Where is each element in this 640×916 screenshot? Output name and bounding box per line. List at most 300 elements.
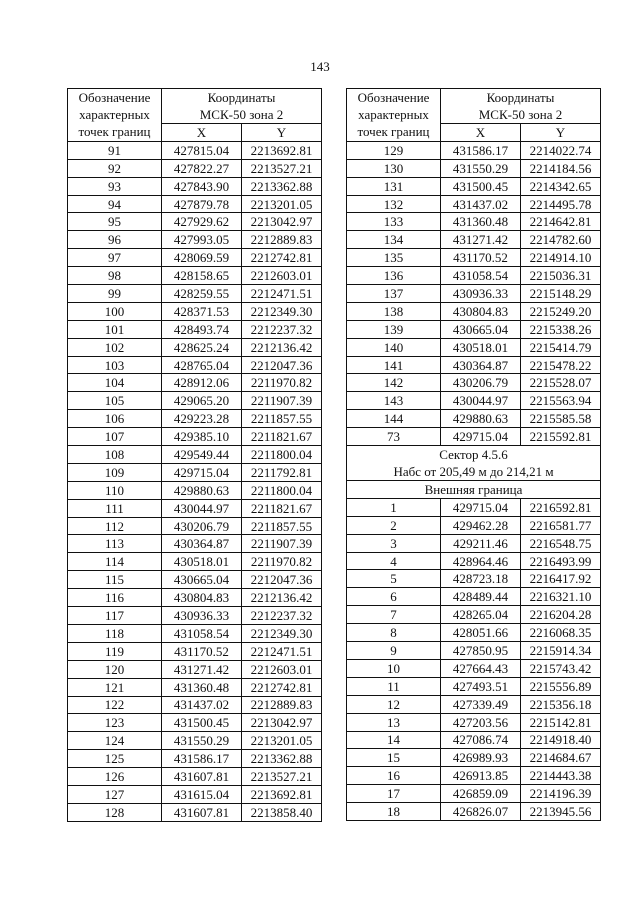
- point-number: 127: [68, 785, 162, 803]
- table-row: [68, 249, 322, 267]
- x-value: 430206.79: [441, 374, 521, 392]
- point-number: 116: [68, 589, 162, 607]
- x-value: 430044.97: [441, 392, 521, 410]
- table-row: [347, 374, 601, 392]
- table-row: [68, 374, 322, 392]
- x-value: 428964.46: [441, 552, 521, 570]
- point-number: 122: [68, 696, 162, 714]
- table-row: [68, 517, 322, 535]
- point-number: 13: [347, 713, 441, 731]
- x-value: 426826.07: [441, 803, 521, 821]
- x-value: 431058.54: [441, 267, 521, 285]
- y-value: 2214184.56: [521, 159, 601, 177]
- point-number: 97: [68, 249, 162, 267]
- x-value: 428069.59: [162, 249, 242, 267]
- y-value: 2212237.32: [242, 320, 322, 338]
- x-value: 429385.10: [162, 428, 242, 446]
- y-value: 2216321.10: [521, 588, 601, 606]
- point-number: 142: [347, 374, 441, 392]
- point-number: 12: [347, 695, 441, 713]
- x-header: X: [162, 124, 242, 142]
- y-value: 2214684.67: [521, 749, 601, 767]
- y-value: 2214443.38: [521, 767, 601, 785]
- sector-title-cell: [347, 446, 601, 481]
- x-header: X: [441, 124, 521, 142]
- y-value: 2216068.35: [521, 624, 601, 642]
- point-number: 3: [347, 534, 441, 552]
- y-value: 2215585.58: [521, 410, 601, 428]
- table-row: [68, 213, 322, 231]
- table-row: [347, 659, 601, 677]
- y-value: 2215914.34: [521, 642, 601, 660]
- y-value: 2214782.60: [521, 231, 601, 249]
- point-number: 102: [68, 338, 162, 356]
- y-header: Y: [242, 124, 322, 142]
- table-row: [68, 678, 322, 696]
- x-value: 430936.33: [162, 607, 242, 625]
- table-row: [68, 768, 322, 786]
- point-number: 123: [68, 714, 162, 732]
- x-value: 427879.78: [162, 195, 242, 213]
- table-row: [347, 249, 601, 267]
- x-value: 431271.42: [441, 231, 521, 249]
- x-value: 430518.01: [162, 553, 242, 571]
- point-number: 4: [347, 552, 441, 570]
- table-row: [68, 732, 322, 750]
- x-value: 428625.24: [162, 338, 242, 356]
- x-value: 428493.74: [162, 320, 242, 338]
- point-number: 110: [68, 481, 162, 499]
- x-value: 431586.17: [162, 750, 242, 768]
- table-row: [347, 516, 601, 534]
- point-number: 5: [347, 570, 441, 588]
- y-value: 2216417.92: [521, 570, 601, 588]
- y-value: 2212136.42: [242, 338, 322, 356]
- point-number: 131: [347, 177, 441, 195]
- table-row: [68, 463, 322, 481]
- point-number: 139: [347, 320, 441, 338]
- x-value: 430804.83: [162, 589, 242, 607]
- point-number: 133: [347, 213, 441, 231]
- point-number: 73: [347, 428, 441, 446]
- table-row: [68, 750, 322, 768]
- point-number: 10: [347, 659, 441, 677]
- y-value: 2216204.28: [521, 606, 601, 624]
- point-number: 105: [68, 392, 162, 410]
- point-number: 130: [347, 159, 441, 177]
- y-value: 2212889.83: [242, 231, 322, 249]
- y-value: 2213042.97: [242, 213, 322, 231]
- point-number: 101: [68, 320, 162, 338]
- y-value: 2212471.51: [242, 642, 322, 660]
- point-number: 138: [347, 302, 441, 320]
- x-value: 429880.63: [162, 481, 242, 499]
- x-value: 426989.93: [441, 749, 521, 767]
- x-value: 428765.04: [162, 356, 242, 374]
- x-value: 427203.56: [441, 713, 521, 731]
- point-number: 119: [68, 642, 162, 660]
- table-row: [347, 695, 601, 713]
- table-row: [68, 302, 322, 320]
- point-number: 98: [68, 267, 162, 285]
- table-row: [347, 642, 601, 660]
- y-value: 2213692.81: [242, 141, 322, 159]
- x-value: 428723.18: [441, 570, 521, 588]
- y-value: 2213201.05: [242, 195, 322, 213]
- x-value: 431615.04: [162, 785, 242, 803]
- point-number: 108: [68, 446, 162, 464]
- table-row: [68, 410, 322, 428]
- y-value: 2213858.40: [242, 803, 322, 821]
- table-row: [347, 285, 601, 303]
- y-value: 2212603.01: [242, 267, 322, 285]
- table-row: [347, 588, 601, 606]
- right-table-body-bottom: [347, 498, 601, 820]
- page-number: 143: [310, 59, 330, 74]
- x-value: 428259.55: [162, 285, 242, 303]
- point-number: 136: [347, 267, 441, 285]
- table-row: [347, 749, 601, 767]
- point-number: 140: [347, 338, 441, 356]
- point-number: 125: [68, 750, 162, 768]
- table-row: [347, 624, 601, 642]
- y-value: 2216592.81: [521, 498, 601, 516]
- point-number: 2: [347, 516, 441, 534]
- y-header: Y: [521, 124, 601, 142]
- point-number: 96: [68, 231, 162, 249]
- y-value: 2212603.01: [242, 660, 322, 678]
- x-value: 427929.62: [162, 213, 242, 231]
- coordinates-header: Координаты МСК-50 зона 2: [162, 89, 322, 124]
- y-value: 2216548.75: [521, 534, 601, 552]
- table-row: [68, 481, 322, 499]
- x-value: 431437.02: [441, 195, 521, 213]
- table-row: [68, 589, 322, 607]
- x-value: 431607.81: [162, 803, 242, 821]
- y-value: 2211857.55: [242, 517, 322, 535]
- sector-title: Сектор 4.5.6: [439, 447, 508, 463]
- table-row: [68, 285, 322, 303]
- table-row: [68, 607, 322, 625]
- y-value: 2212047.36: [242, 571, 322, 589]
- point-number: 94: [68, 195, 162, 213]
- point-number: 112: [68, 517, 162, 535]
- y-value: 2214642.81: [521, 213, 601, 231]
- table-row: [347, 785, 601, 803]
- x-value: 429211.46: [441, 534, 521, 552]
- table-row: [347, 428, 601, 446]
- y-value: 2213362.88: [242, 750, 322, 768]
- y-value: 2211857.55: [242, 410, 322, 428]
- y-value: 2212349.30: [242, 624, 322, 642]
- table-row: [347, 552, 601, 570]
- x-value: 429549.44: [162, 446, 242, 464]
- point-number: 124: [68, 732, 162, 750]
- y-value: 2215338.26: [521, 320, 601, 338]
- x-value: 427664.43: [441, 659, 521, 677]
- x-value: 430936.33: [441, 285, 521, 303]
- x-value: 430665.04: [441, 320, 521, 338]
- table-row: [68, 141, 322, 159]
- y-value: 2211821.67: [242, 428, 322, 446]
- x-value: 430518.01: [441, 338, 521, 356]
- table-row: [347, 267, 601, 285]
- y-value: 2215414.79: [521, 338, 601, 356]
- x-value: 430804.83: [441, 302, 521, 320]
- designation-header: Обозначение характерных точек границ: [347, 89, 441, 142]
- x-value: 431170.52: [162, 642, 242, 660]
- point-number: 104: [68, 374, 162, 392]
- table-row: [68, 553, 322, 571]
- y-value: 2214342.65: [521, 177, 601, 195]
- point-number: 16: [347, 767, 441, 785]
- x-value: 429223.28: [162, 410, 242, 428]
- point-number: 95: [68, 213, 162, 231]
- point-number: 121: [68, 678, 162, 696]
- point-number: 137: [347, 285, 441, 303]
- point-number: 18: [347, 803, 441, 821]
- y-value: 2212742.81: [242, 678, 322, 696]
- x-value: 429715.04: [441, 428, 521, 446]
- sector-boundary: Внешняя граница: [347, 481, 601, 499]
- x-value: 427822.27: [162, 159, 242, 177]
- table-row: [347, 338, 601, 356]
- y-value: 2211970.82: [242, 374, 322, 392]
- y-value: 2211970.82: [242, 553, 322, 571]
- table-row: [68, 231, 322, 249]
- x-value: 428051.66: [441, 624, 521, 642]
- x-value: 427493.51: [441, 677, 521, 695]
- table-row: [347, 677, 601, 695]
- y-value: 2212349.30: [242, 302, 322, 320]
- point-number: 1: [347, 498, 441, 516]
- coordinates-table-right: [346, 88, 601, 821]
- coordinates-header: Координаты МСК-50 зона 2: [441, 89, 601, 124]
- x-value: 431360.48: [441, 213, 521, 231]
- y-value: 2213201.05: [242, 732, 322, 750]
- y-value: 2211907.39: [242, 392, 322, 410]
- table-row: [68, 177, 322, 195]
- y-value: 2214914.10: [521, 249, 601, 267]
- x-value: 428265.04: [441, 606, 521, 624]
- point-number: 109: [68, 463, 162, 481]
- table-row: [347, 713, 601, 731]
- y-value: 2216581.77: [521, 516, 601, 534]
- y-value: 2214918.40: [521, 731, 601, 749]
- x-value: 431500.45: [162, 714, 242, 732]
- y-value: 2215249.20: [521, 302, 601, 320]
- table-row: [68, 660, 322, 678]
- point-number: 6: [347, 588, 441, 606]
- point-number: 120: [68, 660, 162, 678]
- x-value: 426913.85: [441, 767, 521, 785]
- table-row: [347, 767, 601, 785]
- x-value: 427339.49: [441, 695, 521, 713]
- table-row: [347, 731, 601, 749]
- y-value: 2211800.04: [242, 481, 322, 499]
- table-row: [347, 320, 601, 338]
- y-value: 2211907.39: [242, 535, 322, 553]
- point-number: 14: [347, 731, 441, 749]
- table-row: [347, 195, 601, 213]
- y-value: 2213527.21: [242, 768, 322, 786]
- table-row: [68, 696, 322, 714]
- point-number: 17: [347, 785, 441, 803]
- x-value: 430206.79: [162, 517, 242, 535]
- table-row: [68, 642, 322, 660]
- x-value: 429880.63: [441, 410, 521, 428]
- designation-header: Обозначение характерных точек границ: [68, 89, 162, 142]
- table-row: [347, 213, 601, 231]
- x-value: 429065.20: [162, 392, 242, 410]
- table-row: [68, 195, 322, 213]
- y-value: 2211821.67: [242, 499, 322, 517]
- y-value: 2215148.29: [521, 285, 601, 303]
- table-row: [347, 606, 601, 624]
- x-value: 431550.29: [441, 159, 521, 177]
- y-value: 2215528.07: [521, 374, 601, 392]
- point-number: 11: [347, 677, 441, 695]
- point-number: 126: [68, 768, 162, 786]
- point-number: 103: [68, 356, 162, 374]
- x-value: 431360.48: [162, 678, 242, 696]
- point-number: 114: [68, 553, 162, 571]
- left-table-body: [68, 141, 322, 821]
- table-row: [347, 177, 601, 195]
- y-value: 2213362.88: [242, 177, 322, 195]
- y-value: 2212471.51: [242, 285, 322, 303]
- point-number: 132: [347, 195, 441, 213]
- y-value: 2215036.31: [521, 267, 601, 285]
- y-value: 2212136.42: [242, 589, 322, 607]
- y-value: 2213527.21: [242, 159, 322, 177]
- y-value: 2214022.74: [521, 141, 601, 159]
- table-row: [347, 141, 601, 159]
- table-row: [68, 446, 322, 464]
- x-value: 427993.05: [162, 231, 242, 249]
- table-row: [347, 356, 601, 374]
- y-value: 2213042.97: [242, 714, 322, 732]
- x-value: 431550.29: [162, 732, 242, 750]
- y-value: 2211792.81: [242, 463, 322, 481]
- x-value: 430364.87: [441, 356, 521, 374]
- x-value: 431607.81: [162, 768, 242, 786]
- table-row: [68, 535, 322, 553]
- y-value: 2212742.81: [242, 249, 322, 267]
- point-number: 128: [68, 803, 162, 821]
- y-value: 2214196.39: [521, 785, 601, 803]
- y-value: 2213945.56: [521, 803, 601, 821]
- x-value: 428371.53: [162, 302, 242, 320]
- table-row: [68, 803, 322, 821]
- table-row: [68, 428, 322, 446]
- point-number: 111: [68, 499, 162, 517]
- y-value: 2211800.04: [242, 446, 322, 464]
- point-number: 100: [68, 302, 162, 320]
- x-value: 430665.04: [162, 571, 242, 589]
- point-number: 135: [347, 249, 441, 267]
- x-value: 428158.65: [162, 267, 242, 285]
- x-value: 431500.45: [441, 177, 521, 195]
- x-value: 427850.95: [441, 642, 521, 660]
- table-row: [68, 267, 322, 285]
- table-row: [68, 571, 322, 589]
- y-value: 2215142.81: [521, 713, 601, 731]
- table-row: [68, 159, 322, 177]
- y-value: 2214495.78: [521, 195, 601, 213]
- x-value: 428912.06: [162, 374, 242, 392]
- table-row: [347, 302, 601, 320]
- point-number: 141: [347, 356, 441, 374]
- point-number: 129: [347, 141, 441, 159]
- x-value: 430044.97: [162, 499, 242, 517]
- table-row: [347, 231, 601, 249]
- point-number: 99: [68, 285, 162, 303]
- table-row: [347, 534, 601, 552]
- table-row: [68, 320, 322, 338]
- x-value: 431058.54: [162, 624, 242, 642]
- coordinates-table-left: [67, 88, 322, 822]
- x-value: 429715.04: [162, 463, 242, 481]
- y-value: 2213692.81: [242, 785, 322, 803]
- table-row: [347, 159, 601, 177]
- x-value: 431170.52: [441, 249, 521, 267]
- y-value: 2212047.36: [242, 356, 322, 374]
- point-number: 117: [68, 607, 162, 625]
- y-value: 2215356.18: [521, 695, 601, 713]
- point-number: 115: [68, 571, 162, 589]
- y-value: 2215592.81: [521, 428, 601, 446]
- table-row: [68, 624, 322, 642]
- x-value: 427843.90: [162, 177, 242, 195]
- table-row: [347, 410, 601, 428]
- y-value: 2215563.94: [521, 392, 601, 410]
- table-row: [68, 785, 322, 803]
- point-number: 8: [347, 624, 441, 642]
- x-value: 427815.04: [162, 141, 242, 159]
- point-number: 106: [68, 410, 162, 428]
- x-value: 429462.28: [441, 516, 521, 534]
- table-row: [347, 803, 601, 821]
- table-row: [68, 338, 322, 356]
- y-value: 2215556.89: [521, 677, 601, 695]
- point-number: 91: [68, 141, 162, 159]
- x-value: 430364.87: [162, 535, 242, 553]
- point-number: 143: [347, 392, 441, 410]
- table-row: [347, 570, 601, 588]
- table-row: [68, 392, 322, 410]
- table-row: [347, 392, 601, 410]
- x-value: 427086.74: [441, 731, 521, 749]
- sector-header: [347, 446, 601, 499]
- point-number: 9: [347, 642, 441, 660]
- y-value: 2215743.42: [521, 659, 601, 677]
- point-number: 92: [68, 159, 162, 177]
- y-value: 2212237.32: [242, 607, 322, 625]
- table-row: [68, 356, 322, 374]
- point-number: 15: [347, 749, 441, 767]
- table-row: [347, 498, 601, 516]
- x-value: 428489.44: [441, 588, 521, 606]
- table-row: [68, 714, 322, 732]
- point-number: 7: [347, 606, 441, 624]
- y-value: 2212889.83: [242, 696, 322, 714]
- point-number: 118: [68, 624, 162, 642]
- table-row: [68, 499, 322, 517]
- y-value: 2215478.22: [521, 356, 601, 374]
- point-number: 107: [68, 428, 162, 446]
- point-number: 113: [68, 535, 162, 553]
